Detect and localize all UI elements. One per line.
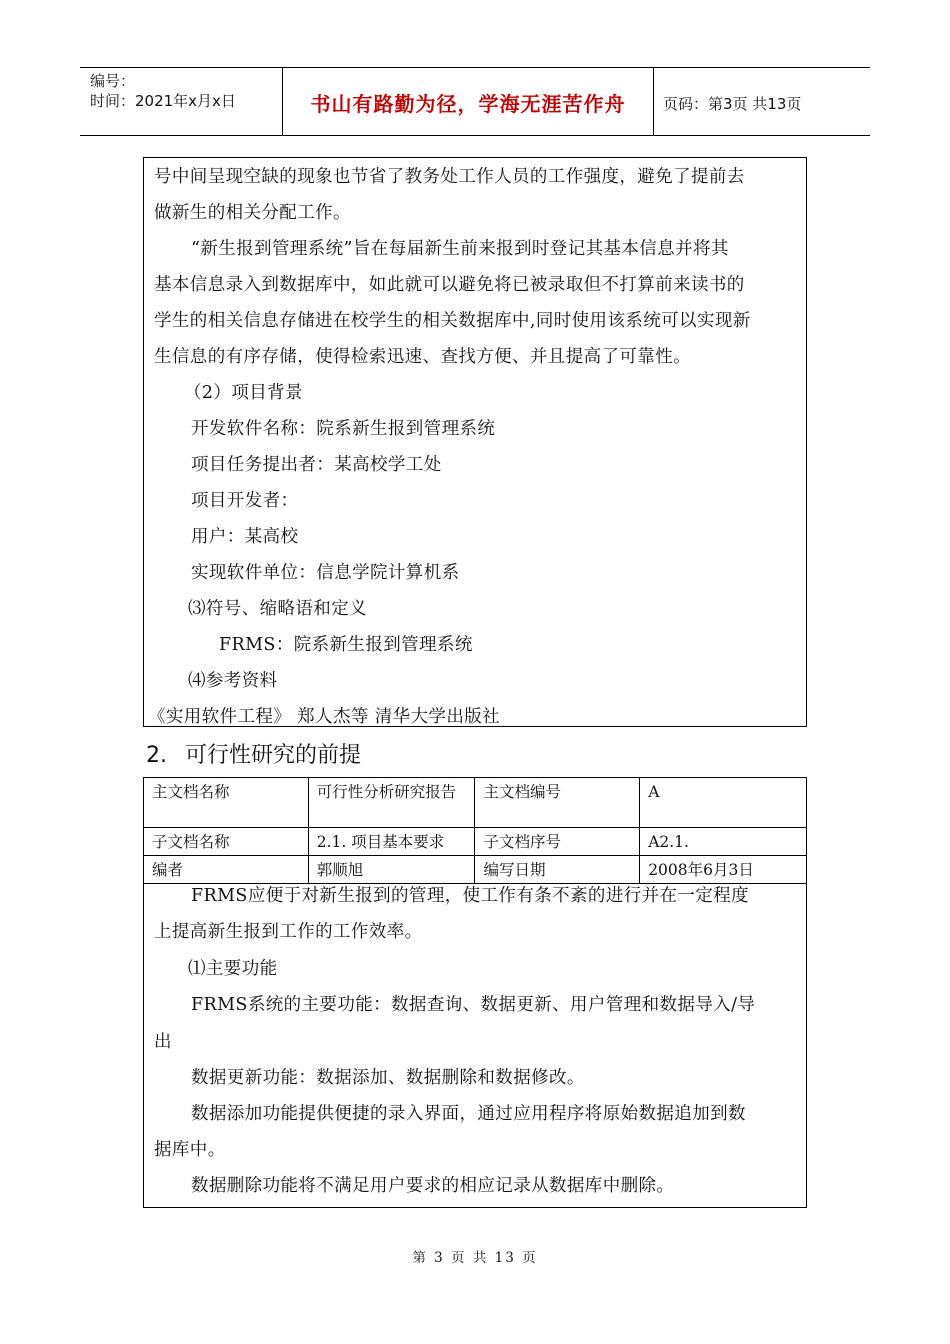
document-info-table (143, 777, 807, 884)
header-divider-right (653, 67, 654, 136)
section1-line: 用户：某高校 (191, 527, 299, 547)
section1-subheading: （2）项目背景 (184, 383, 303, 403)
section1-reference: 《实用软件工程》 郑人杰等 清华大学出版社 (148, 707, 501, 727)
table-cell: 子文档序号 (475, 828, 640, 856)
table-cell: 郭顺旭 (308, 856, 475, 884)
section2-line: FRMS系统的主要功能：数据查询、数据更新、用户管理和数据导入/导 (191, 995, 756, 1015)
header-number-label: 编号： (90, 72, 136, 90)
section2-line: 出 (154, 1032, 172, 1052)
table-cell: A2.1. (640, 828, 807, 856)
page-footer: 第 3 页 共 13 页 (412, 1250, 538, 1266)
table-cell: 编写日期 (475, 856, 640, 884)
header-motto: 书山有路勤为径，学海无涯苦作舟 (310, 92, 626, 116)
table-cell: 编者 (144, 856, 309, 884)
section1-line: 实现软件单位：信息学院计算机系 (191, 563, 460, 583)
section2-line: 数据删除功能将不满足用户要求的相应记录从数据库中删除。 (191, 1176, 675, 1196)
section2-box (143, 880, 807, 1208)
header-time-label: 时间：2021年x月x日 (90, 92, 236, 110)
header-bottom-rule (80, 135, 870, 136)
table-cell: 2.1. 项目基本要求 (308, 828, 475, 856)
table-cell: 子文档名称 (144, 828, 309, 856)
section1-line: 基本信息录入到数据库中，如此就可以避免将已被录取但不打算前来读书的 (154, 275, 745, 295)
section1-line: 做新生的相关分配工作。 (154, 203, 351, 223)
section1-line: 学生的相关信息存储进在校学生的相关数据库中,同时使用该系统可以实现新 (154, 311, 751, 331)
section1-line: 号中间呈现空缺的现象也节省了教务处工作人员的工作强度，避免了提前去 (154, 167, 745, 187)
section-heading-title: 可行性研究的前提 (185, 743, 362, 768)
section1-subheading: ⑷参考资料 (188, 671, 278, 691)
section1-line: 项目任务提出者：某高校学工处 (191, 455, 442, 475)
table-cell: 主文档名称 (144, 778, 309, 828)
section1-line: 生信息的有序存储，使得检索迅速、查找方便、并且提高了可靠性。 (154, 347, 691, 367)
header-meta (90, 71, 236, 111)
section1-line: 项目开发者： (191, 491, 299, 511)
section2-line: 上提高新生报到工作的工作效率。 (154, 922, 423, 942)
section1-subheading: ⑶符号、缩略语和定义 (188, 599, 367, 619)
table-row (144, 828, 807, 856)
table-cell: 2008年6月3日 (640, 856, 807, 884)
table-cell: A (640, 778, 807, 828)
header-page-label: 页码：第3页 共13页 (663, 95, 802, 113)
section1-line: 开发软件名称：院系新生报到管理系统 (191, 419, 496, 439)
table-row (144, 778, 807, 828)
section2-line: 数据更新功能：数据添加、数据删除和数据修改。 (191, 1068, 585, 1088)
section2-line: FRMS应便于对新生报到的管理，使工作有条不紊的进行并在一定程度 (191, 886, 750, 906)
table-cell: 主文档编号 (475, 778, 640, 828)
section2-subheading: ⑴主要功能 (188, 959, 278, 979)
section-heading-number: 2. (146, 743, 167, 768)
table-cell: 可行性分析研究报告 (308, 778, 475, 828)
header-top-rule (80, 67, 870, 68)
section-heading (146, 738, 361, 769)
section1-line: “新生报到管理系统”旨在每届新生前来报到时登记其基本信息并将其 (191, 239, 729, 259)
section1-box (143, 157, 807, 727)
section2-line: 数据添加功能提供便捷的录入界面，通过应用程序将原始数据追加到数 (191, 1104, 746, 1124)
section2-line: 据库中。 (154, 1140, 226, 1160)
section1-line: FRMS：院系新生报到管理系统 (219, 635, 473, 655)
